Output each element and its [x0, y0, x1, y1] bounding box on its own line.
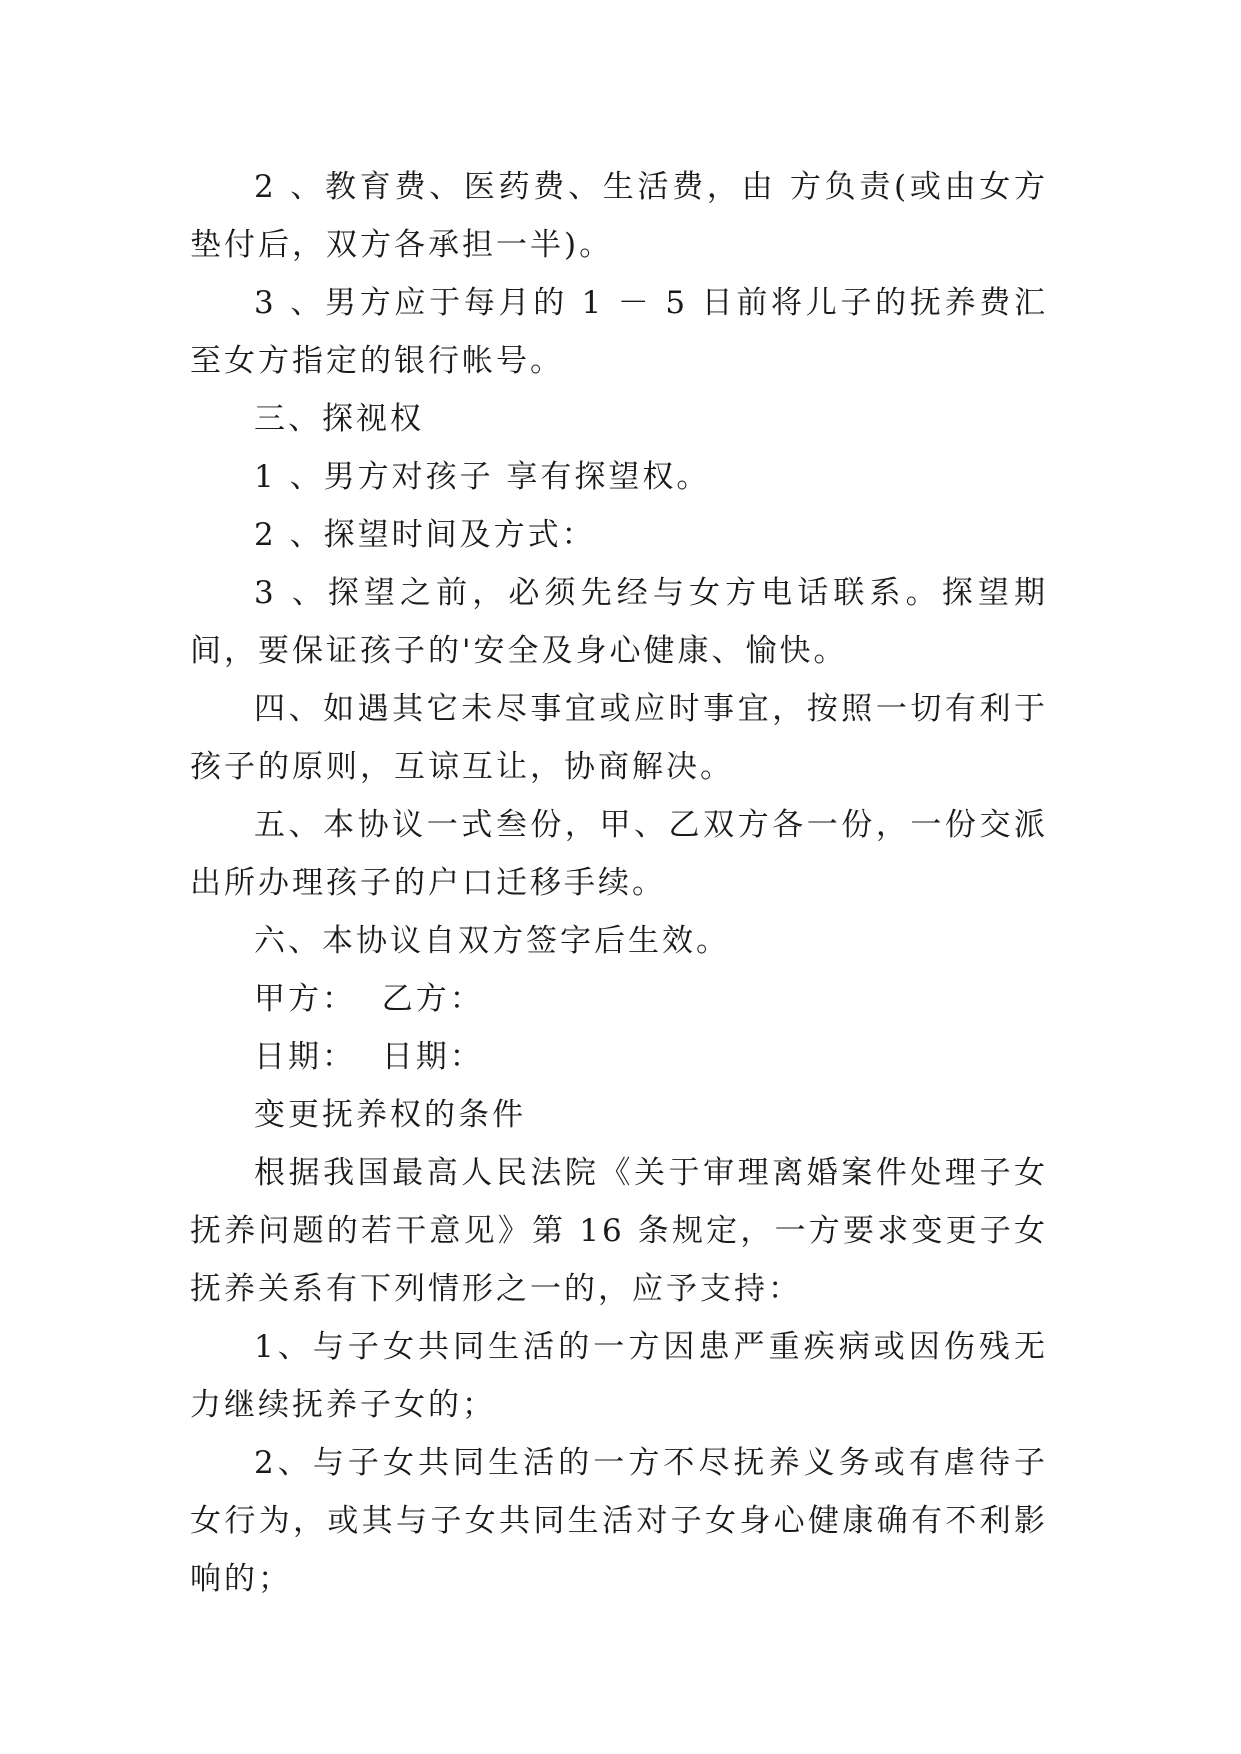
paragraph-clause-four: 四、如遇其它未尽事宜或应时事宜，按照一切有利于孩子的原则，互谅互让，协商解决。 — [190, 691, 1048, 785]
paragraph-clause-five: 五、本协议一式叁份，甲、乙双方各一份，一份交派出所办理孩子的户口迁移手续。 — [190, 807, 1048, 901]
paragraph-visitation-right: 1 、男方对孩子 享有探望权。 — [254, 459, 711, 495]
paragraph-support-payment: 3 、男方应于每月的 1 － 5 日前将儿子的抚养费汇至女方指定的银行帐号。 — [190, 285, 1048, 379]
paragraph-condition-one: 1、与子女共同生活的一方因患严重疾病或因伤残无力继续抚养子女的； — [190, 1329, 1048, 1423]
section-heading-custody-change: 变更抚养权的条件 — [254, 1097, 526, 1133]
section-heading-visitation: 三、探视权 — [254, 401, 424, 437]
signature-dates: 日期： 日期： — [254, 1039, 484, 1075]
paragraph-condition-two: 2、与子女共同生活的一方不尽抚养义务或有虐待子女行为，或其与子女共同生活对子女身心健康确有不利影响的； — [190, 1445, 1048, 1597]
signature-parties: 甲方： 乙方： — [254, 981, 484, 1017]
paragraph-education-fees: 2 、教育费、医药费、生活费，由 方负责(或由女方垫付后，双方各承担一半)。 — [190, 169, 1048, 263]
paragraph-clause-six: 六、本协议自双方签字后生效。 — [254, 923, 730, 959]
document-body — [190, 158, 1048, 1608]
paragraph-visitation-contact: 3 、探望之前，必须先经与女方电话联系。探望期间，要保证孩子的'安全及身心健康、愉快。 — [190, 575, 1048, 669]
paragraph-visitation-time: 2 、探望时间及方式： — [254, 517, 596, 553]
paragraph-legal-basis: 根据我国最高人民法院《关于审理离婚案件处理子女抚养问题的若干意见》第 16 条规定，一方要求变更子女抚养关系有下列情形之一的，应予支持： — [190, 1155, 1048, 1307]
